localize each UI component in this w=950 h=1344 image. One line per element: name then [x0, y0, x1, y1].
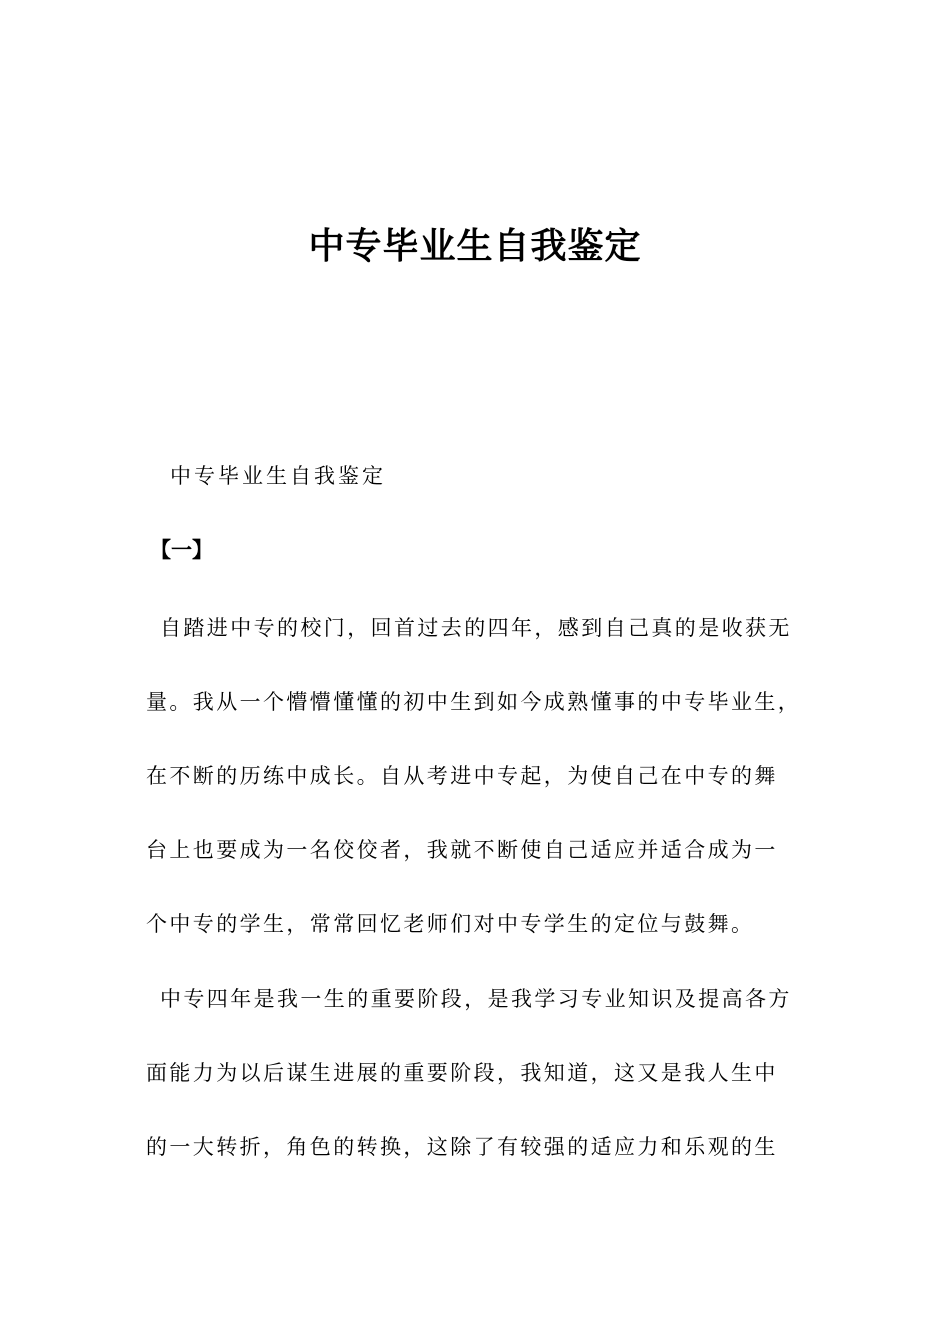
section-marker: 【一】: [150, 537, 213, 562]
paragraph-1-line-5: 个中专的学生，常常回忆老师们对中专学生的定位与鼓舞。: [146, 912, 755, 936]
document-subtitle: 中专毕业生自我鉴定: [170, 464, 386, 488]
paragraph-1-line-4: 台上也要成为一名佼佼者，我就不断使自己适应并适合成为一: [146, 838, 778, 862]
paragraph-2-line-1: 中专四年是我一生的重要阶段，是我学习专业知识及提高各方: [160, 987, 792, 1011]
document-title: 中专毕业生自我鉴定: [308, 226, 642, 267]
paragraph-2-line-3: 的一大转折，角色的转换，这除了有较强的适应力和乐观的生: [146, 1135, 778, 1159]
paragraph-2-line-2: 面能力为以后谋生进展的重要阶段，我知道，这又是我人生中: [146, 1061, 778, 1085]
paragraph-1-line-3: 在不断的历练中成长。自从考进中专起，为使自己在中专的舞: [146, 764, 778, 788]
paragraph-1-line-2: 量。我从一个懵懵懂懂的初中生到如今成熟懂事的中专毕业生，: [146, 690, 802, 714]
paragraph-1-line-1: 自踏进中专的校门，回首过去的四年，感到自己真的是收获无: [160, 616, 792, 640]
